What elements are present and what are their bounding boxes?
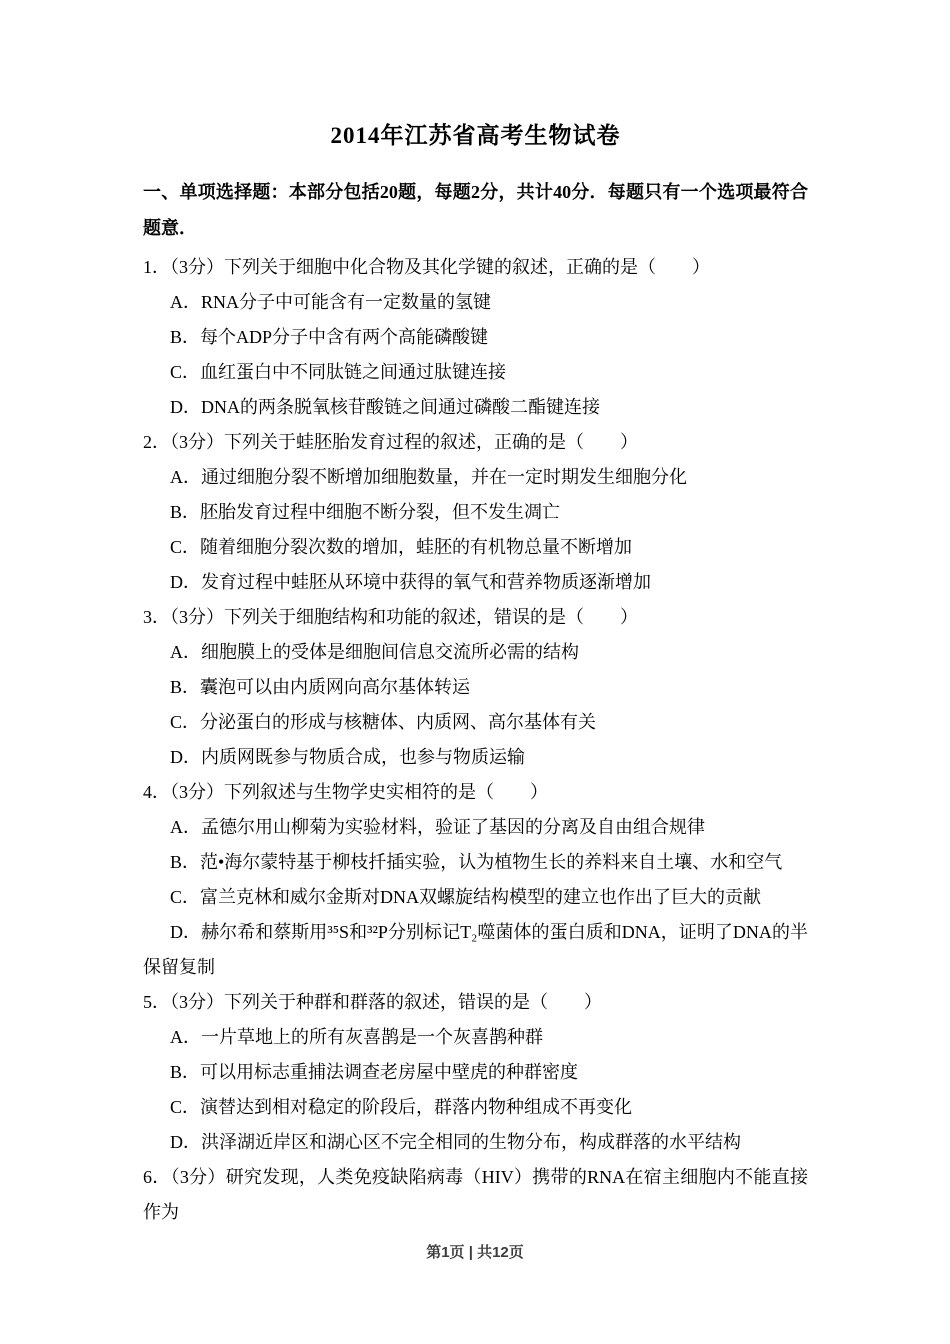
- question-block-4: [143, 775, 808, 985]
- question-1-option-D: D．DNA的两条脱氧核苷酸链之间通过磷酸二酯键连接: [170, 397, 600, 417]
- question-block-1: [143, 250, 808, 425]
- question-3-option-D: D．内质网既参与物质合成，也参与物质运输: [170, 747, 525, 767]
- question-stem: 1．（3分）下列关于细胞中化合物及其化学键的叙述，正确的是（ ）: [143, 257, 710, 277]
- question-5-option-C: C．演替达到相对稳定的阶段后，群落内物种组成不再变化: [170, 1097, 633, 1117]
- footer-page-indicator: 第1页 | 共12页: [426, 1244, 524, 1261]
- question-2-option-B: B．胚胎发育过程中细胞不断分裂，但不发生凋亡: [170, 502, 561, 522]
- question-block-2: [143, 425, 808, 600]
- page-title: 2014年江苏省高考生物试卷: [330, 123, 621, 148]
- question-stem: 2．（3分）下列关于蛙胚胎发育过程的叙述，正确的是（ ）: [143, 432, 638, 452]
- question-2-option-D: D．发育过程中蛙胚从环境中获得的氧气和营养物质逐渐增加: [170, 572, 651, 592]
- question-stem: 6．（3分）研究发现，人类免疫缺陷病毒（HIV）携带的RNA在宿主细胞内不能直接作为: [143, 1167, 808, 1222]
- question-5-option-D: D．洪泽湖近岸区和湖心区不完全相同的生物分布，构成群落的水平结构: [170, 1132, 741, 1152]
- page-footer: [0, 1241, 950, 1265]
- question-1-option-C: C．血红蛋白中不同肽链之间通过肽键连接: [170, 362, 507, 382]
- question-block-6: [143, 1160, 808, 1230]
- question-block-5: [143, 985, 808, 1160]
- question-block-3: [143, 600, 808, 775]
- question-3-option-B: B．囊泡可以由内质网向高尔基体转运: [170, 677, 471, 697]
- question-stem: 5．（3分）下列关于种群和群落的叙述，错误的是（ ）: [143, 992, 602, 1012]
- question-4-option-A: A．孟德尔用山柳菊为实验材料，验证了基因的分离及自由组合规律: [170, 817, 705, 837]
- question-1-option-A: A．RNA分子中可能含有一定数量的氢键: [170, 292, 492, 312]
- question-2-option-A: A．通过细胞分裂不断增加细胞数量，并在一定时期发生细胞分化: [170, 467, 687, 487]
- question-stem: 3．（3分）下列关于细胞结构和功能的叙述，错误的是（ ）: [143, 607, 638, 627]
- question-2-option-C: C．随着细胞分裂次数的增加，蛙胚的有机物总量不断增加: [170, 537, 633, 557]
- question-3-option-C: C．分泌蛋白的形成与核糖体、内质网、高尔基体有关: [170, 712, 597, 732]
- question-stem: 4．（3分）下列叙述与生物学史实相符的是（ ）: [143, 782, 548, 802]
- question-4-option-D: D．赫尔希和蔡斯用³⁵S和³²P分别标记T₂噬菌体的蛋白质和DNA，证明了DNA的半保留复制: [143, 922, 808, 977]
- question-4-option-C: C．富兰克林和威尔金斯对DNA双螺旋结构模型的建立也作出了巨大的贡献: [170, 887, 761, 907]
- question-5-option-A: A．一片草地上的所有灰喜鹊是一个灰喜鹊种群: [170, 1027, 543, 1047]
- question-3-option-A: A．细胞膜上的受体是细胞间信息交流所必需的结构: [170, 642, 579, 662]
- questions-container: [143, 250, 808, 1230]
- question-1-option-B: B．每个ADP分子中含有两个高能磷酸键: [170, 327, 489, 347]
- section-header: 一、单项选择题：本部分包括20题，每题2分，共计40分．每题只有一个选项最符合题意．: [143, 182, 808, 238]
- question-4-option-B: B．范•海尔蒙特基于柳枝扦插实验，认为植物生长的养料来自土壤、水和空气: [170, 852, 783, 872]
- question-5-option-B: B．可以用标志重捕法调查老房屋中壁虎的种群密度: [170, 1062, 579, 1082]
